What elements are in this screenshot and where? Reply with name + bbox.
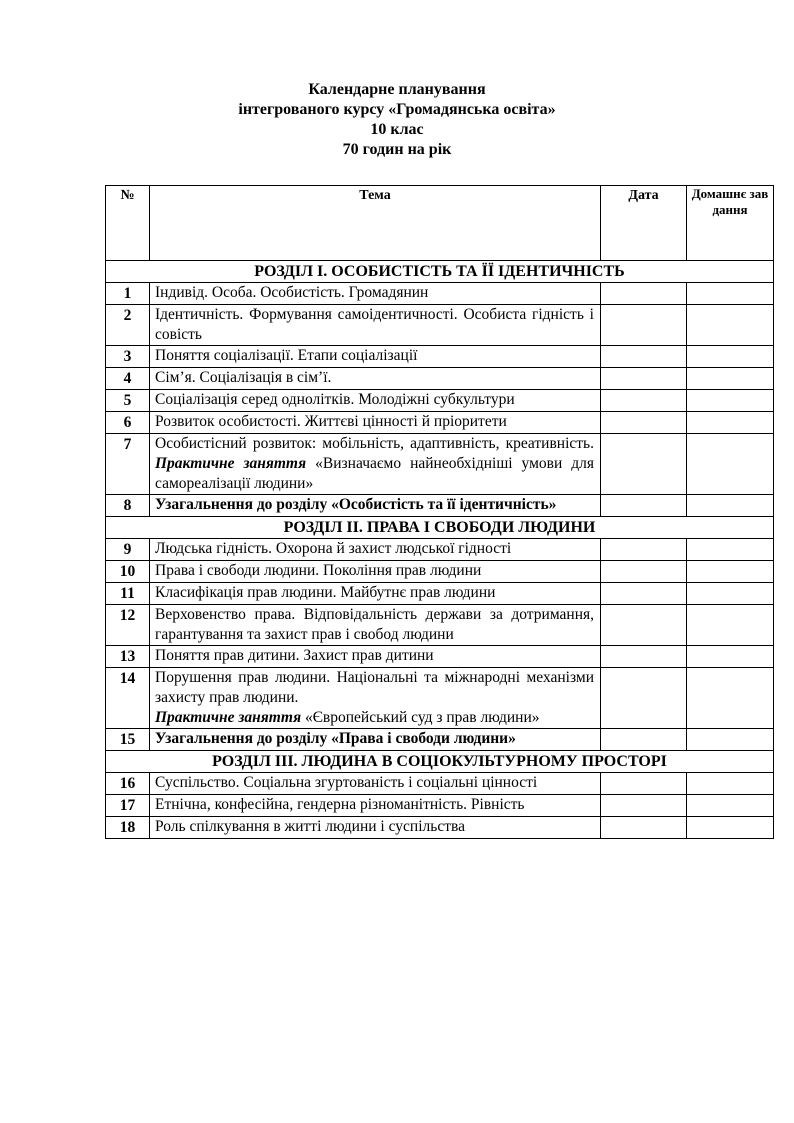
homework-cell[interactable] — [687, 795, 774, 817]
homework-cell[interactable] — [687, 346, 774, 368]
date-cell[interactable] — [601, 495, 687, 517]
col-num-header: № — [106, 186, 150, 261]
lesson-number: 18 — [106, 817, 150, 839]
lesson-topic-text: Узагальнення до розділу «Права і свободи людини» — [155, 730, 516, 747]
section-title: РОЗДІЛ ІІІ. ЛЮДИНА В СОЦІОКУЛЬТУРНОМУ ПРОСТОРІ — [106, 751, 774, 773]
lesson-topic — [150, 646, 601, 668]
lesson-topic — [150, 773, 601, 795]
date-cell[interactable] — [601, 539, 687, 561]
section-row — [106, 517, 774, 539]
table-row — [106, 346, 774, 368]
date-cell[interactable] — [601, 434, 687, 495]
lesson-topic — [150, 583, 601, 605]
lesson-topic-text: Ідентичність. Формування самоідентичності. Особиста гідність і совість — [155, 306, 594, 343]
lesson-topic-text: Верховенство права. Відповідальність держави за дотримання, гарантування та захист прав і свобод людини — [155, 606, 594, 643]
date-cell[interactable] — [601, 412, 687, 434]
lesson-number: 9 — [106, 539, 150, 561]
lesson-topic-text: Людська гідність. Охорона й захист людської гідності — [155, 540, 512, 557]
table-row — [106, 283, 774, 305]
lesson-topic-text: Класифікація прав людини. Майбутнє прав людини — [155, 584, 496, 601]
homework-cell[interactable] — [687, 605, 774, 646]
lesson-topic — [150, 539, 601, 561]
lesson-number: 15 — [106, 729, 150, 751]
homework-cell[interactable] — [687, 390, 774, 412]
lesson-topic-text: Особистісний розвиток: мобільність, адаптивність, креативність. — [155, 435, 594, 452]
table-row — [106, 434, 774, 495]
col-date-header: Дата — [601, 186, 687, 261]
lesson-number: 13 — [106, 646, 150, 668]
date-cell[interactable] — [601, 583, 687, 605]
practice-topic: «Визначаємо найнеобхідніші умови для самореалізації людини» — [155, 455, 594, 492]
homework-cell[interactable] — [687, 773, 774, 795]
date-cell[interactable] — [601, 817, 687, 839]
lesson-topic — [150, 305, 601, 346]
table-row — [106, 305, 774, 346]
lesson-topic — [150, 346, 601, 368]
table-row — [106, 390, 774, 412]
lesson-number: 16 — [106, 773, 150, 795]
date-cell[interactable] — [601, 668, 687, 729]
table-row — [106, 605, 774, 646]
homework-cell[interactable] — [687, 646, 774, 668]
homework-cell[interactable] — [687, 412, 774, 434]
date-cell[interactable] — [601, 368, 687, 390]
lesson-number: 8 — [106, 495, 150, 517]
table-row — [106, 412, 774, 434]
homework-cell[interactable] — [687, 668, 774, 729]
lesson-topic — [150, 795, 601, 817]
homework-cell[interactable] — [687, 283, 774, 305]
table-row — [106, 817, 774, 839]
date-cell[interactable] — [601, 605, 687, 646]
homework-cell[interactable] — [687, 368, 774, 390]
lesson-topic — [150, 495, 601, 517]
homework-cell[interactable] — [687, 561, 774, 583]
lesson-topic-text: Поняття соціалізації. Етапи соціалізації — [155, 347, 418, 364]
lesson-topic-text: Роль спілкування в житті людини і суспільства — [155, 818, 465, 835]
homework-cell[interactable] — [687, 583, 774, 605]
lesson-number: 11 — [106, 583, 150, 605]
lesson-topic-text: Індивід. Особа. Особистість. Громадянин — [155, 284, 429, 301]
lesson-number: 12 — [106, 605, 150, 646]
lesson-topic — [150, 390, 601, 412]
lesson-topic — [150, 434, 601, 495]
lesson-number: 6 — [106, 412, 150, 434]
lesson-topic — [150, 729, 601, 751]
date-cell[interactable] — [601, 305, 687, 346]
lesson-topic — [150, 412, 601, 434]
practice-topic: «Європейський суд з прав людини» — [304, 709, 540, 726]
lesson-topic-text: Етнічна, конфесійна, гендерна різноманітність. Рівність — [155, 796, 525, 813]
lesson-number: 1 — [106, 283, 150, 305]
lesson-number: 14 — [106, 668, 150, 729]
lesson-topic — [150, 605, 601, 646]
lesson-topic-text: Розвиток особистості. Життєві цінності й пріоритети — [155, 413, 507, 430]
date-cell[interactable] — [601, 646, 687, 668]
table-row — [106, 561, 774, 583]
date-cell[interactable] — [601, 561, 687, 583]
grade-label: 10 клас — [370, 121, 424, 138]
section-title: РОЗДІЛ ІІ. ПРАВА І СВОБОДИ ЛЮДИНИ — [106, 517, 774, 539]
lesson-topic-text: Порушення прав людини. Національні та міжнародні механізми захисту прав людини. — [155, 669, 594, 706]
lesson-number: 2 — [106, 305, 150, 346]
section-row — [106, 751, 774, 773]
table-row — [106, 729, 774, 751]
col-topic-header: Тема — [150, 186, 601, 261]
homework-cell[interactable] — [687, 539, 774, 561]
practice-label: Практичне заняття — [155, 455, 307, 472]
table-row — [106, 646, 774, 668]
plan-table — [105, 185, 774, 839]
date-cell[interactable] — [601, 773, 687, 795]
date-cell[interactable] — [601, 283, 687, 305]
section-row — [106, 261, 774, 283]
lesson-number: 3 — [106, 346, 150, 368]
lesson-number: 7 — [106, 434, 150, 495]
lesson-number: 10 — [106, 561, 150, 583]
table-row — [106, 368, 774, 390]
lesson-topic — [150, 368, 601, 390]
lesson-topic-text: Сім’я. Соціалізація в сім’ї. — [155, 369, 332, 386]
table-row — [106, 539, 774, 561]
date-cell[interactable] — [601, 795, 687, 817]
homework-cell[interactable] — [687, 495, 774, 517]
lesson-topic-text: Поняття прав дитини. Захист прав дитини — [155, 647, 434, 664]
section-title: РОЗДІЛ І. ОСОБИСТІСТЬ ТА ЇЇ ІДЕНТИЧНІСТЬ — [106, 261, 774, 283]
lesson-topic — [150, 561, 601, 583]
page-header — [0, 80, 794, 160]
lesson-topic — [150, 668, 601, 729]
lesson-topic — [150, 817, 601, 839]
date-cell[interactable] — [601, 390, 687, 412]
lesson-number: 17 — [106, 795, 150, 817]
plan-body — [106, 261, 774, 839]
table-row — [106, 668, 774, 729]
lesson-topic — [150, 283, 601, 305]
page-title: Календарне планування — [308, 81, 486, 98]
table-row — [106, 583, 774, 605]
lesson-number: 4 — [106, 368, 150, 390]
page-subtitle: інтегрованого курсу «Громадянська освіта» — [238, 101, 556, 118]
homework-cell[interactable] — [687, 817, 774, 839]
lesson-number: 5 — [106, 390, 150, 412]
date-cell[interactable] — [601, 729, 687, 751]
col-homework-header: Домашнє завдання — [687, 186, 774, 261]
lesson-topic-text: Суспільство. Соціальна згуртованість і соціальні цінності — [155, 774, 538, 791]
table-row — [106, 773, 774, 795]
homework-cell[interactable] — [687, 729, 774, 751]
lesson-topic-text: Узагальнення до розділу «Особистість та її ідентичність» — [155, 496, 557, 513]
homework-cell[interactable] — [687, 305, 774, 346]
homework-cell[interactable] — [687, 434, 774, 495]
date-cell[interactable] — [601, 346, 687, 368]
lesson-topic-text: Соціалізація серед однолітків. Молодіжні субкультури — [155, 391, 515, 408]
lesson-topic-text: Права і свободи людини. Покоління прав людини — [155, 562, 482, 579]
table-header-row — [106, 186, 774, 261]
table-row — [106, 795, 774, 817]
hours-label: 70 годин на рік — [342, 141, 452, 158]
table-row — [106, 495, 774, 517]
practice-label: Практичне заняття — [155, 709, 302, 726]
